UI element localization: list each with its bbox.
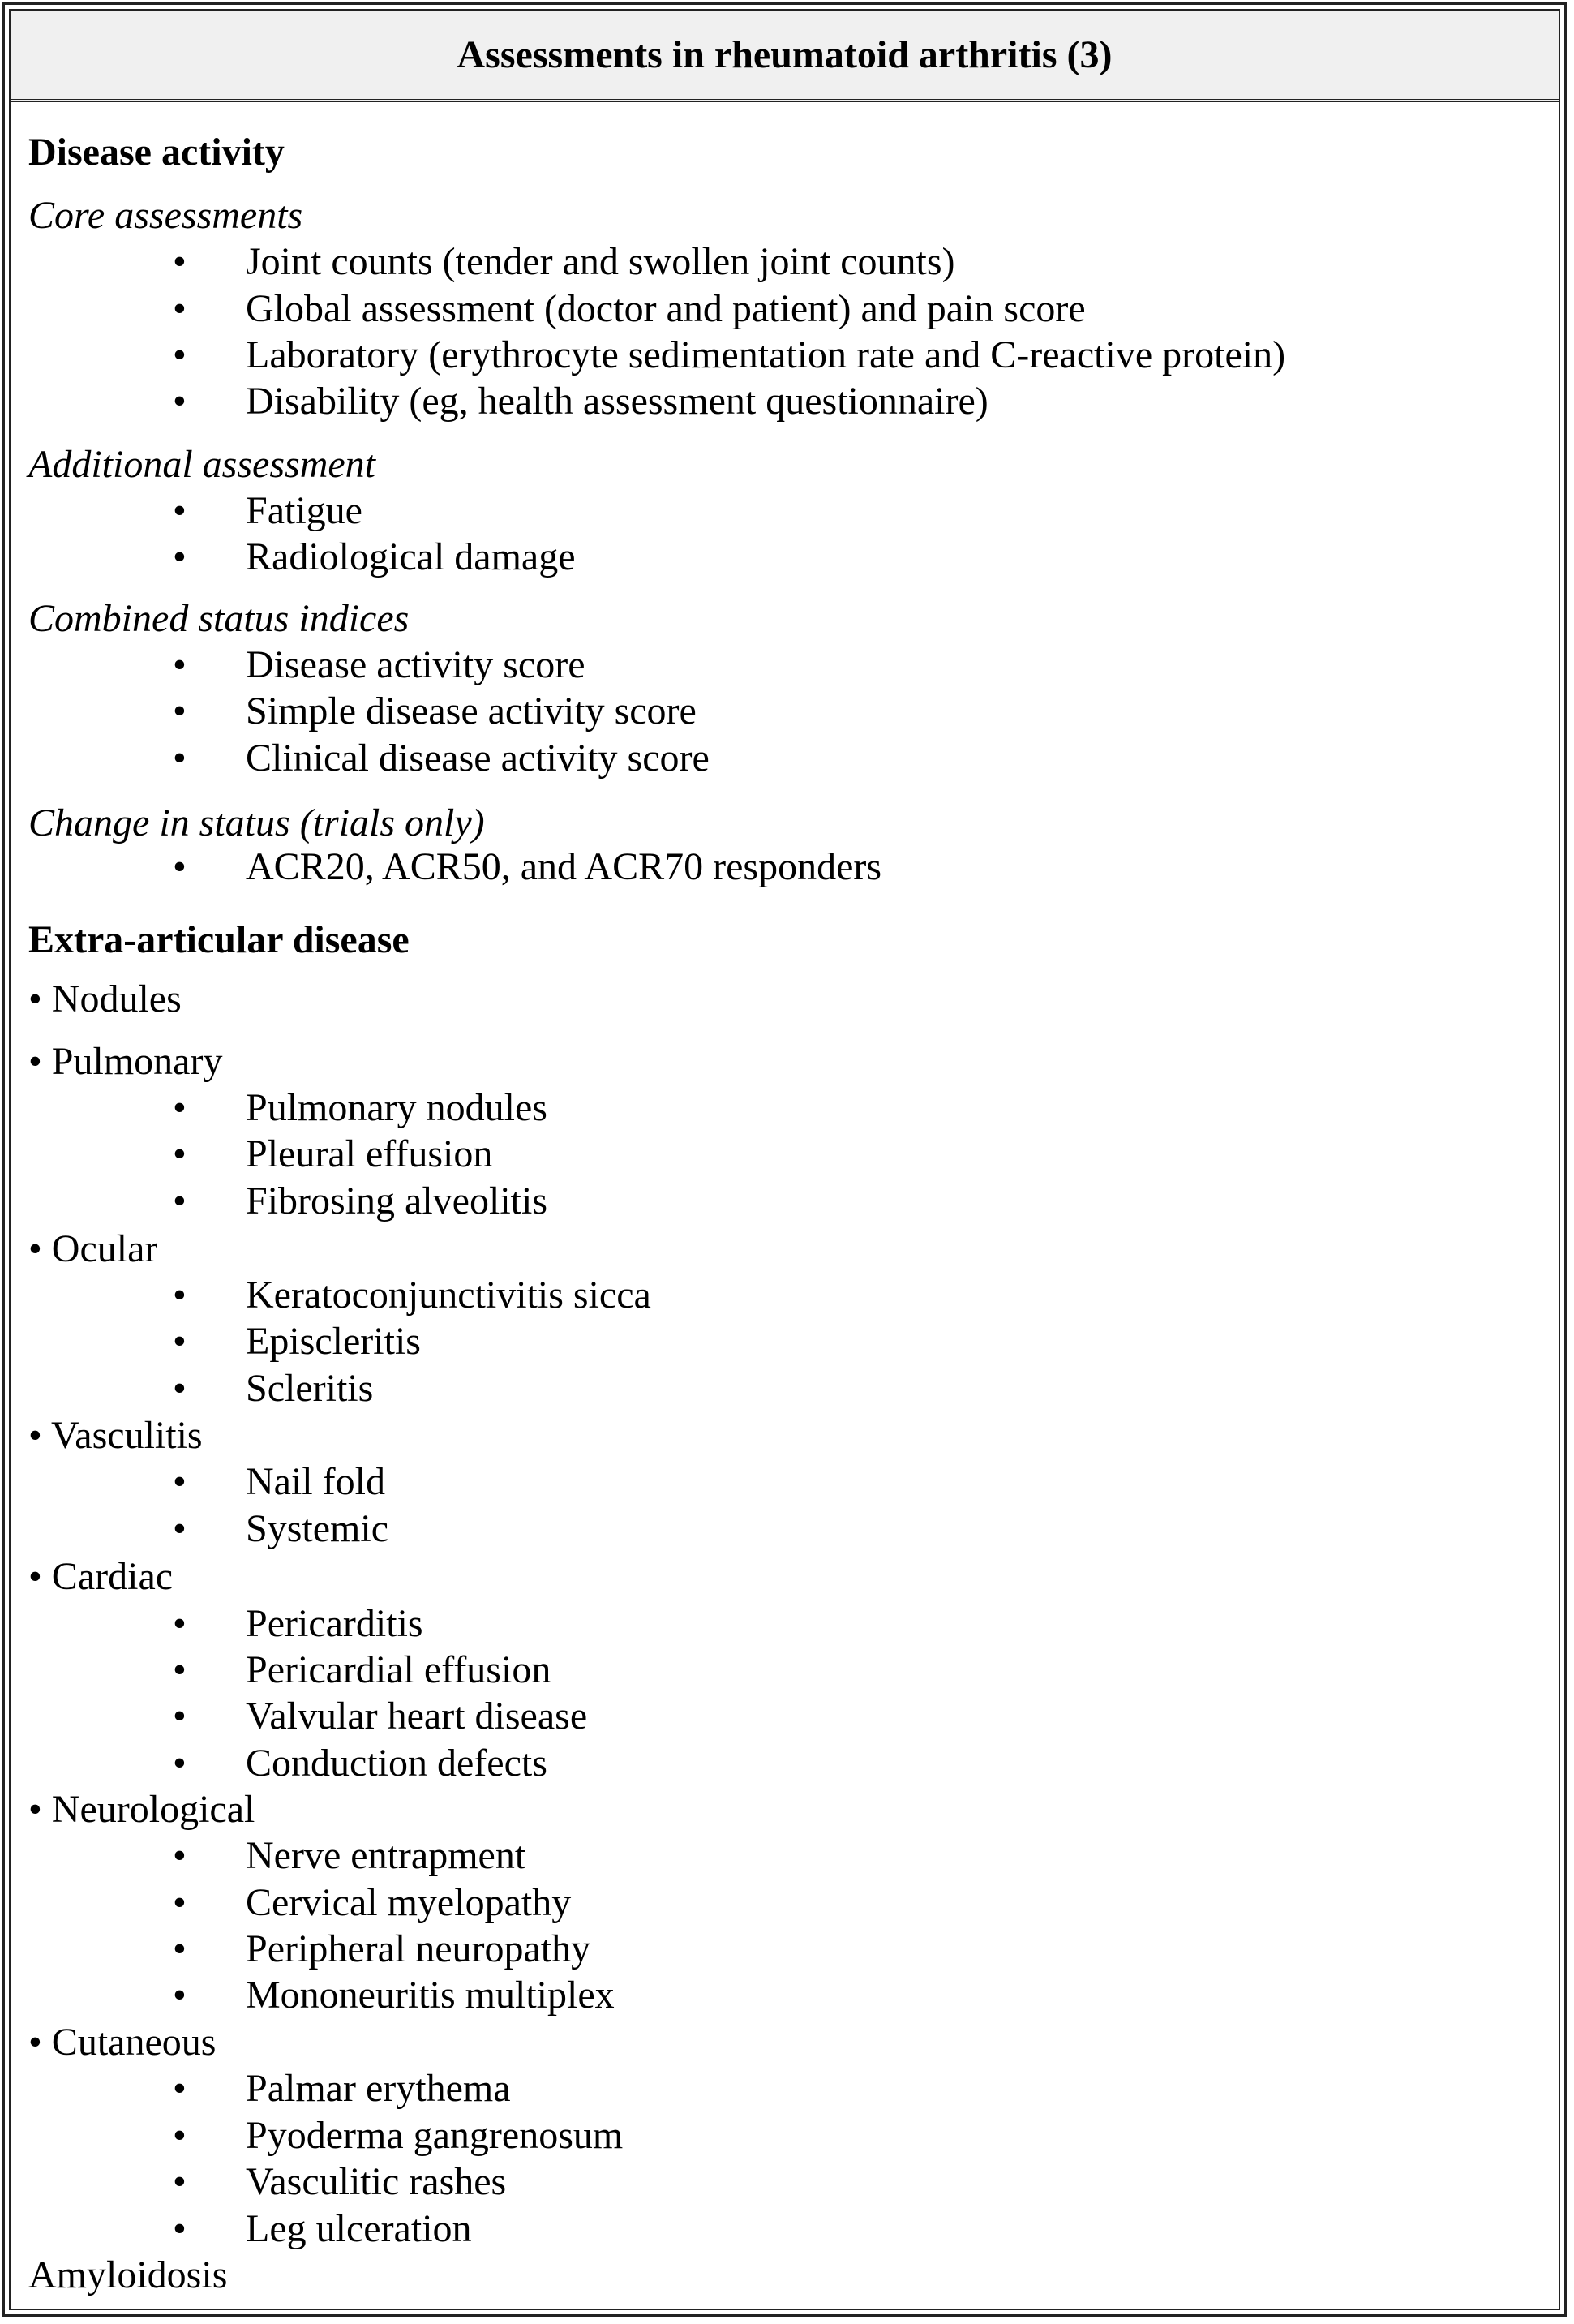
bullet-glyph: • [173, 1881, 187, 1924]
bullet-text: Radiological damage [246, 535, 576, 578]
subsection-heading: Additional assessment [28, 443, 375, 486]
bullet-text: Episcleritis [246, 1320, 421, 1363]
bullet-text: Mononeuritis multiplex [246, 1974, 615, 2017]
bullet-glyph: • [173, 1834, 187, 1877]
bullet-text: Global assessment (doctor and patient) and pain score [246, 287, 1086, 330]
bullet-glyph: • [173, 2207, 187, 2250]
bullet-glyph: • [173, 2160, 187, 2203]
category-label: • Neurological [28, 1788, 255, 1831]
bullet-glyph: • [173, 240, 187, 283]
category-label: • Cutaneous [28, 2021, 217, 2064]
table-body [11, 102, 1559, 2309]
subsection-heading: Combined status indices [28, 597, 410, 640]
bullet-glyph: • [173, 2067, 187, 2110]
bullet-glyph: • [173, 1974, 187, 2017]
bullet-text: Nail fold [246, 1460, 385, 1503]
bullet-glyph: • [173, 380, 187, 423]
bullet-text: Fatigue [246, 489, 362, 532]
bullet-text: Simple disease activity score [246, 689, 697, 732]
bullet-text: Nerve entrapment [246, 1834, 526, 1877]
bullet-text: Pericardial effusion [246, 1648, 551, 1691]
bullet-text: Cervical myelopathy [246, 1881, 572, 1924]
subsection-heading: Change in status (trials only) [28, 801, 485, 844]
category-label: • Pulmonary [28, 1040, 223, 1083]
subsection-heading: Core assessments [28, 194, 303, 237]
bullet-glyph: • [173, 737, 187, 780]
bullet-text: Palmar erythema [246, 2067, 511, 2110]
category-label: • Ocular [28, 1227, 158, 1270]
table-header [11, 11, 1559, 102]
bullet-text: Joint counts (tender and swollen joint counts) [246, 240, 955, 283]
bullet-glyph: • [173, 1132, 187, 1175]
bullet-glyph: • [173, 1602, 187, 1645]
bullet-glyph: • [173, 1695, 187, 1738]
bullet-text: ACR20, ACR50, and ACR70 responders [246, 845, 882, 888]
category-label: • Cardiac [28, 1555, 174, 1598]
bullet-glyph: • [173, 1274, 187, 1317]
bullet-text: Scleritis [246, 1367, 374, 1410]
bullet-text: Vasculitic rashes [246, 2160, 507, 2203]
bullet-glyph: • [173, 1507, 187, 1550]
bullet-glyph: • [173, 489, 187, 532]
bullet-glyph: • [173, 1179, 187, 1222]
bullet-text: Systemic [246, 1507, 388, 1550]
bullet-text: Clinical disease activity score [246, 737, 710, 780]
bullet-glyph: • [173, 1086, 187, 1129]
bullet-glyph: • [173, 1927, 187, 1970]
table-frame [2, 2, 1567, 2317]
bullet-glyph: • [173, 1460, 187, 1503]
bullet-text: Disease activity score [246, 643, 585, 686]
bullet-text: Fibrosing alveolitis [246, 1179, 547, 1222]
bullet-glyph: • [173, 535, 187, 578]
bullet-glyph: • [173, 643, 187, 686]
bullet-glyph: • [173, 2114, 187, 2157]
category-label: • Nodules [28, 977, 182, 1020]
bullet-text: Peripheral neuropathy [246, 1927, 591, 1970]
bullet-text: Pulmonary nodules [246, 1086, 547, 1129]
page-title: Assessments in rheumatoid arthritis (3) [457, 33, 1113, 76]
section-heading-extra-articular: Extra-articular disease [28, 918, 410, 961]
category-label: • Vasculitis [28, 1414, 203, 1457]
bullet-text: Pleural effusion [246, 1132, 493, 1175]
bullet-glyph: • [173, 333, 187, 376]
bullet-text: Conduction defects [246, 1742, 547, 1785]
bullet-glyph: • [173, 845, 187, 888]
bullet-text: Leg ulceration [246, 2207, 472, 2250]
bullet-glyph: • [173, 1367, 187, 1410]
bullet-text: Laboratory (erythrocyte sedimentation rate and C-reactive protein) [246, 333, 1286, 376]
bullet-glyph: • [173, 1742, 187, 1785]
footer-item-amyloidosis: Amyloidosis [28, 2253, 228, 2296]
bullet-text: Disability (eg, health assessment questionnaire) [246, 380, 989, 423]
bullet-glyph: • [173, 1648, 187, 1691]
bullet-glyph: • [173, 1320, 187, 1363]
bullet-glyph: • [173, 689, 187, 732]
table-inner-border [9, 9, 1560, 2310]
bullet-text: Pericarditis [246, 1602, 423, 1645]
bullet-text: Valvular heart disease [246, 1695, 588, 1738]
bullet-text: Pyoderma gangrenosum [246, 2114, 624, 2157]
bullet-glyph: • [173, 287, 187, 330]
bullet-text: Keratoconjunctivitis sicca [246, 1274, 651, 1317]
section-heading-disease-activity: Disease activity [28, 131, 285, 174]
